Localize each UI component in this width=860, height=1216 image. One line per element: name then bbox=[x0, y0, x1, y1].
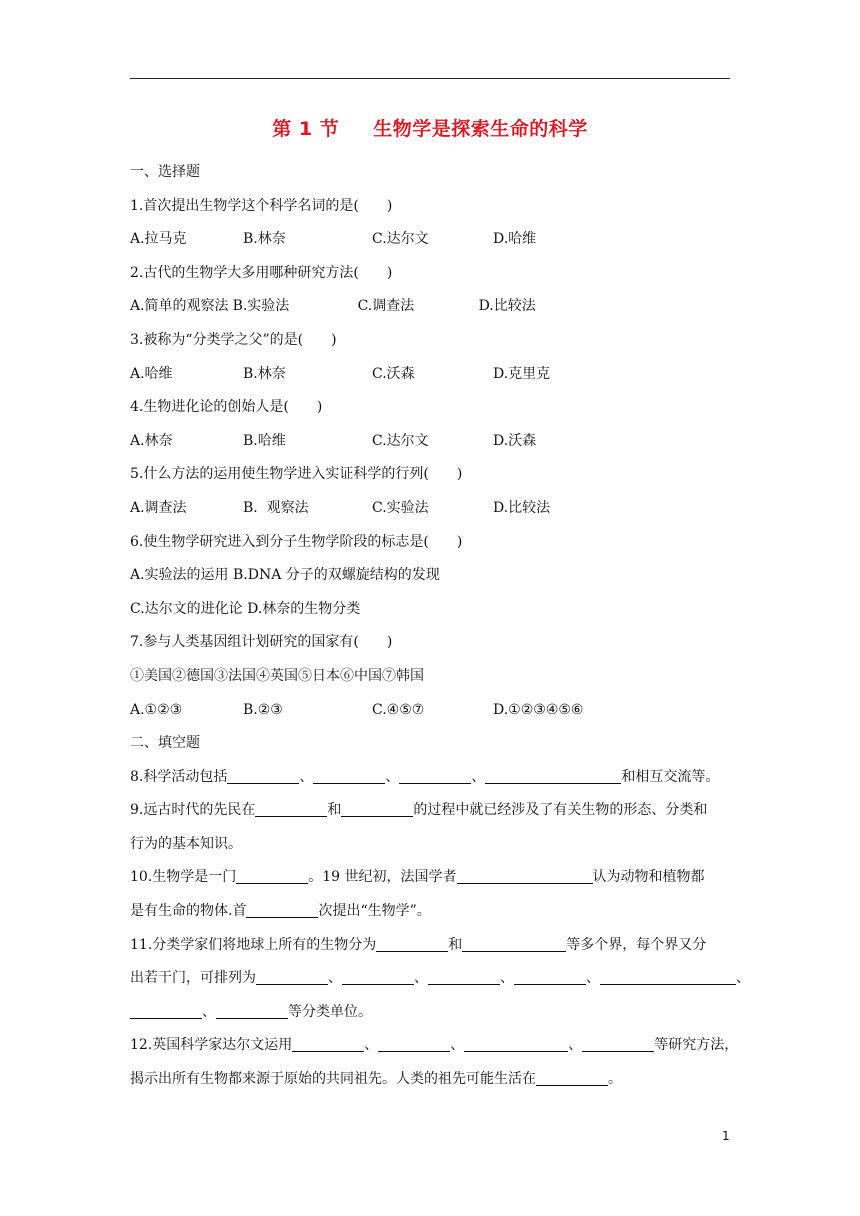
question-10-text: 10.生物学是一门 bbox=[130, 869, 237, 886]
question-9-text: 和 bbox=[327, 802, 342, 819]
answer-blank[interactable] bbox=[246, 900, 318, 918]
question-2-options bbox=[130, 290, 730, 324]
section-heading-fill: 二、填空题 bbox=[130, 735, 200, 752]
option-a[interactable]: A.调查法 bbox=[130, 499, 187, 516]
question-5-options bbox=[130, 492, 730, 526]
option-c[interactable]: C.达尔文 bbox=[372, 432, 429, 449]
question-6-stem: 6.使生物学研究进入到分子生物学阶段的标志是( ) bbox=[130, 533, 463, 550]
header-rule bbox=[130, 78, 730, 79]
separator: 、 bbox=[568, 1037, 583, 1054]
question-10-line-2 bbox=[130, 895, 730, 929]
worksheet-content bbox=[130, 156, 750, 1097]
option-c[interactable]: C.沃森 bbox=[372, 365, 415, 382]
question-11-text: 11.分类学家们将地球上所有的生物分为 bbox=[130, 936, 377, 953]
separator: 、 bbox=[736, 970, 750, 987]
separator: 、 bbox=[586, 970, 600, 987]
separator: 、 bbox=[450, 1037, 465, 1054]
question-10-line-1 bbox=[130, 861, 730, 895]
question-6-options-line-2: C.达尔文的进化论 D.林奈的生物分类 bbox=[130, 600, 361, 617]
option-b[interactable]: B.林奈 bbox=[243, 231, 286, 248]
answer-blank[interactable] bbox=[376, 934, 448, 952]
separator: 、 bbox=[500, 970, 514, 987]
page-title bbox=[0, 114, 860, 141]
option-b[interactable]: B. 观察法 bbox=[243, 499, 309, 516]
question-12-text: 12.英国科学家达尔文运用 bbox=[130, 1037, 293, 1054]
question-12-text: 揭示出所有生物都来源于原始的共同祖先。人类的祖先可能生活在 bbox=[130, 1071, 536, 1088]
question-8-text: 8.科学活动包括 bbox=[130, 768, 228, 785]
question-3-options bbox=[130, 358, 730, 392]
option-d[interactable]: D.哈维 bbox=[493, 231, 537, 248]
option-c[interactable]: C.④⑤⑦ bbox=[372, 701, 425, 718]
question-9-line-2: 行为的基本知识。 bbox=[130, 835, 242, 852]
answer-blank[interactable] bbox=[582, 1034, 654, 1052]
option-a[interactable]: A.哈维 bbox=[130, 365, 173, 382]
question-8 bbox=[130, 761, 730, 795]
title-name: 生物学是探索生命的科学 bbox=[373, 118, 588, 140]
question-10-text: 次提出“生物学”。 bbox=[318, 903, 431, 920]
question-4-options bbox=[130, 425, 730, 459]
separator: 、 bbox=[414, 970, 428, 987]
answer-blank[interactable] bbox=[428, 967, 500, 985]
option-b[interactable]: B.哈维 bbox=[243, 432, 286, 449]
answer-blank[interactable] bbox=[462, 934, 566, 952]
question-11-line-3 bbox=[130, 996, 730, 1030]
separator: 、 bbox=[328, 970, 342, 987]
answer-blank[interactable] bbox=[464, 1034, 568, 1052]
question-12-line-1 bbox=[130, 1029, 739, 1063]
question-11-text: 等分类单位。 bbox=[288, 1003, 372, 1020]
option-a[interactable]: A.拉马克 bbox=[130, 231, 187, 248]
question-11-text: 出若干门，可排列为 bbox=[130, 970, 256, 987]
question-9-text: 的过程中就已经涉及了有关生物的形态、分类和 bbox=[413, 802, 708, 819]
option-d[interactable]: D.比较法 bbox=[478, 298, 536, 315]
answer-blank[interactable] bbox=[514, 967, 586, 985]
option-b[interactable]: B.②③ bbox=[243, 701, 283, 718]
answer-blank[interactable] bbox=[485, 766, 621, 784]
question-9-line-1 bbox=[130, 794, 730, 828]
question-8-tail: 和相互交流等。 bbox=[621, 768, 720, 785]
option-a[interactable]: A.简单的观察法 bbox=[130, 298, 229, 315]
section-heading-choice: 一、选择题 bbox=[130, 164, 200, 180]
question-11-text: 等多个界，每个界又分 bbox=[566, 936, 707, 953]
question-7-stem: 7.参与人类基因组计划研究的国家有( ) bbox=[130, 634, 393, 651]
answer-blank[interactable] bbox=[313, 766, 385, 784]
answer-blank[interactable] bbox=[457, 866, 593, 884]
question-7-options bbox=[130, 694, 730, 728]
question-10-text: 是有生命的物体.首 bbox=[130, 903, 247, 920]
separator: 、 bbox=[202, 1003, 216, 1020]
answer-blank[interactable] bbox=[342, 967, 414, 985]
answer-blank[interactable] bbox=[216, 1001, 288, 1019]
answer-blank[interactable] bbox=[536, 1068, 608, 1086]
option-c[interactable]: C.实验法 bbox=[372, 499, 429, 516]
question-9-text: 9.远古时代的先民在 bbox=[130, 802, 256, 819]
question-11-line-1 bbox=[130, 929, 730, 963]
page-number: 1 bbox=[722, 1129, 730, 1143]
option-b[interactable]: B.林奈 bbox=[243, 365, 286, 382]
title-section: 第 1 节 bbox=[272, 118, 340, 140]
answer-blank[interactable] bbox=[292, 1034, 364, 1052]
separator: 、 bbox=[385, 768, 400, 785]
option-a[interactable]: A.林奈 bbox=[130, 432, 173, 449]
question-4-stem: 4.生物进化论的创始人是( ) bbox=[130, 399, 323, 416]
option-c[interactable]: C.调查法 bbox=[357, 298, 415, 315]
answer-blank[interactable] bbox=[236, 866, 308, 884]
question-5-stem: 5.什么方法的运用使生物学进入实证科学的行列( ) bbox=[130, 466, 463, 483]
answer-blank[interactable] bbox=[341, 799, 413, 817]
option-a[interactable]: A.①②③ bbox=[130, 701, 183, 718]
question-12-line-2 bbox=[130, 1063, 730, 1097]
question-6-options-line-1: A.实验法的运用 B.DNA 分子的双螺旋结构的发现 bbox=[130, 567, 440, 584]
question-7-country-list: ①美国②德国③法国④英国⑤日本⑥中国⑦韩国 bbox=[130, 667, 424, 684]
question-11-text: 和 bbox=[448, 936, 463, 953]
question-11-line-2 bbox=[130, 962, 750, 996]
question-12-text: 等研究方法， bbox=[654, 1037, 739, 1054]
question-12-text: 。 bbox=[608, 1071, 622, 1088]
question-10-text: 。19 世纪初，法国学者 bbox=[308, 869, 457, 886]
separator: 、 bbox=[299, 768, 314, 785]
answer-blank[interactable] bbox=[256, 967, 328, 985]
answer-blank[interactable] bbox=[255, 799, 327, 817]
answer-blank[interactable] bbox=[600, 967, 736, 985]
option-d[interactable]: D.比较法 bbox=[493, 499, 551, 516]
separator: 、 bbox=[471, 768, 486, 785]
answer-blank[interactable] bbox=[399, 766, 471, 784]
question-1-stem: 1.首次提出生物学这个科学名词的是( ) bbox=[130, 197, 393, 214]
question-10-text: 认为动物和植物都 bbox=[592, 869, 705, 886]
question-1-options bbox=[130, 223, 730, 257]
question-3-stem: 3.被称为“分类学之父”的是( ) bbox=[130, 331, 337, 348]
question-2-stem: 2.古代的生物学大多用哪种研究方法( ) bbox=[130, 264, 393, 281]
option-d[interactable]: D.①②③④⑤⑥ bbox=[493, 701, 584, 718]
option-c[interactable]: C.达尔文 bbox=[372, 231, 429, 248]
option-d[interactable]: D.沃森 bbox=[493, 432, 537, 449]
answer-blank[interactable] bbox=[378, 1034, 450, 1052]
option-d[interactable]: D.克里克 bbox=[493, 365, 551, 382]
option-b[interactable]: B.实验法 bbox=[232, 298, 290, 315]
separator: 、 bbox=[364, 1037, 379, 1054]
answer-blank[interactable] bbox=[227, 766, 299, 784]
answer-blank[interactable] bbox=[130, 1001, 202, 1019]
